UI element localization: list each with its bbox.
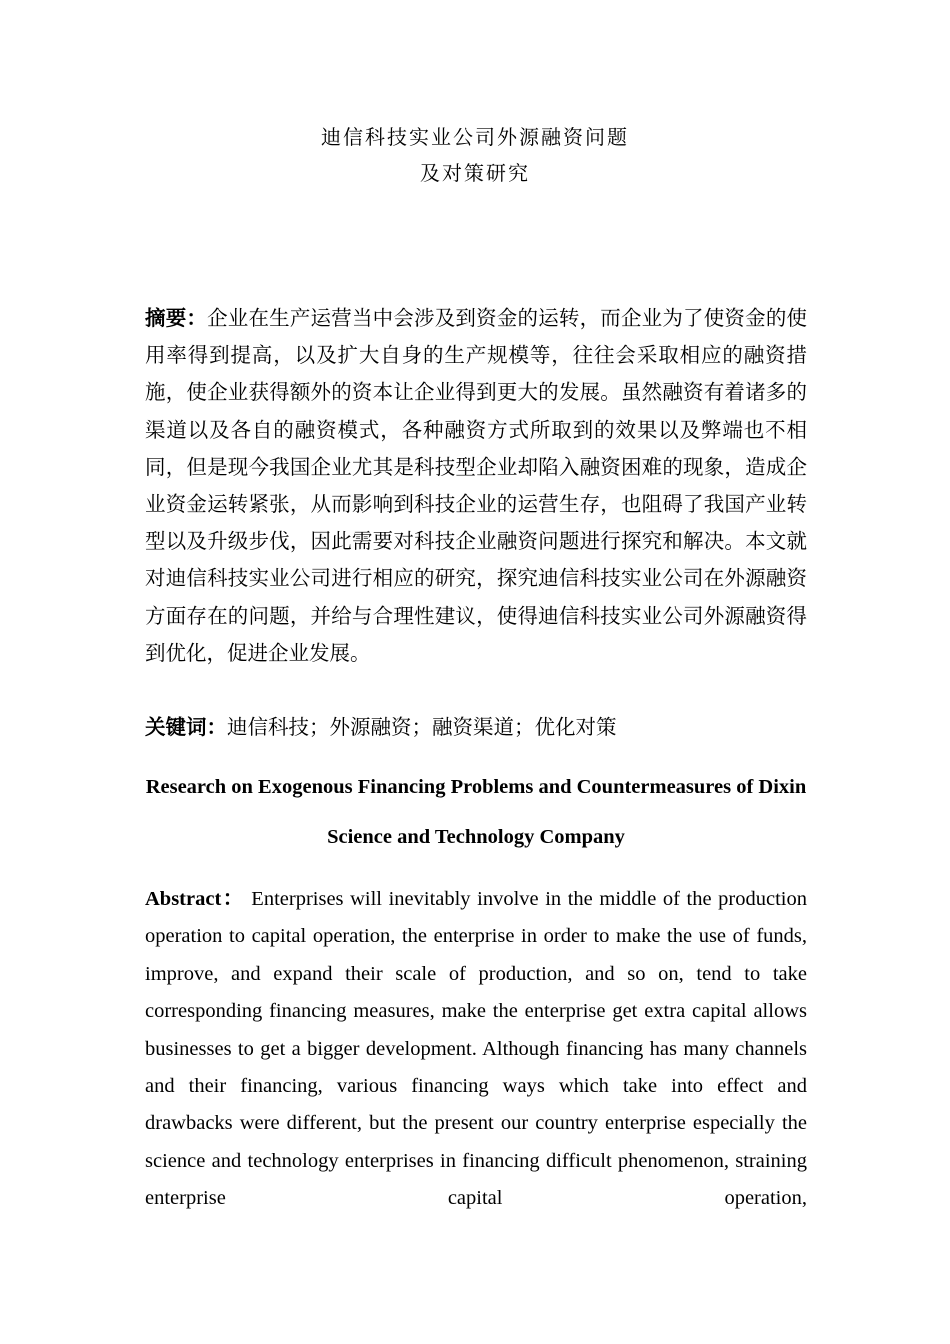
english-abstract bbox=[145, 881, 807, 1218]
chinese-title-line-1: 迪信科技实业公司外源融资问题 bbox=[321, 125, 629, 149]
chinese-abstract-label: 摘要： bbox=[145, 306, 208, 330]
chinese-keywords bbox=[145, 709, 807, 746]
chinese-keywords-text: 迪信科技；外源融资；融资渠道；优化对策 bbox=[227, 715, 617, 739]
english-title-line-2: Science and Technology Company bbox=[327, 826, 625, 848]
chinese-abstract-text: 企业在生产运营当中会涉及到资金的运转，而企业为了使资金的使用率得到提高，以及扩大自身的生产规模等，往往会采取相应的融资措施，使企业获得额外的资本让企业得到更大的发展。虽然融资有着诸多的渠道以及各自的融资模式，各种融资方式所取到的效果以及弊端也不相同，但是现今我国企业尤其是科技型企业却陷入融资困难的现象，造成企业资金运转紧张，从而影响到科技企业的运营生存，也阻碍了我国产业转型以及升级步伐，因此需要对科技企业融资问题进行探究和解决。本文就对迪信科技实业公司进行相应的研究，探究迪信科技实业公司在外源融资方面存在的问题，并给与合理性建议，使得迪信科技实业公司外源融资得到优化，促进企业发展。 bbox=[145, 306, 808, 665]
english-abstract-text: Enterprises will inevitably involve in the middle of the production operation to capital operation, the enterprise in order to make the use of funds, improve, and expand their scale of production, and so on, tend to take corresponding financing measures, make the enterprise get extra capital allows businesses to get a bigger development. Although financing has many channels and their financing, various financing ways which take into effect and drawbacks were different, but the present our country enterprise especially the science and technology enterprises in financing difficult phenomenon, straining enterprise capital operation, bbox=[145, 888, 807, 1210]
english-title-line-1: Research on Exogenous Financing Problems and Countermeasures of Dixin bbox=[145, 776, 807, 798]
english-abstract-label: Abstract： bbox=[145, 888, 245, 910]
chinese-abstract bbox=[145, 300, 807, 672]
chinese-keywords-label: 关键词： bbox=[145, 715, 227, 739]
chinese-title-line-2: 及对策研究 bbox=[420, 161, 530, 185]
